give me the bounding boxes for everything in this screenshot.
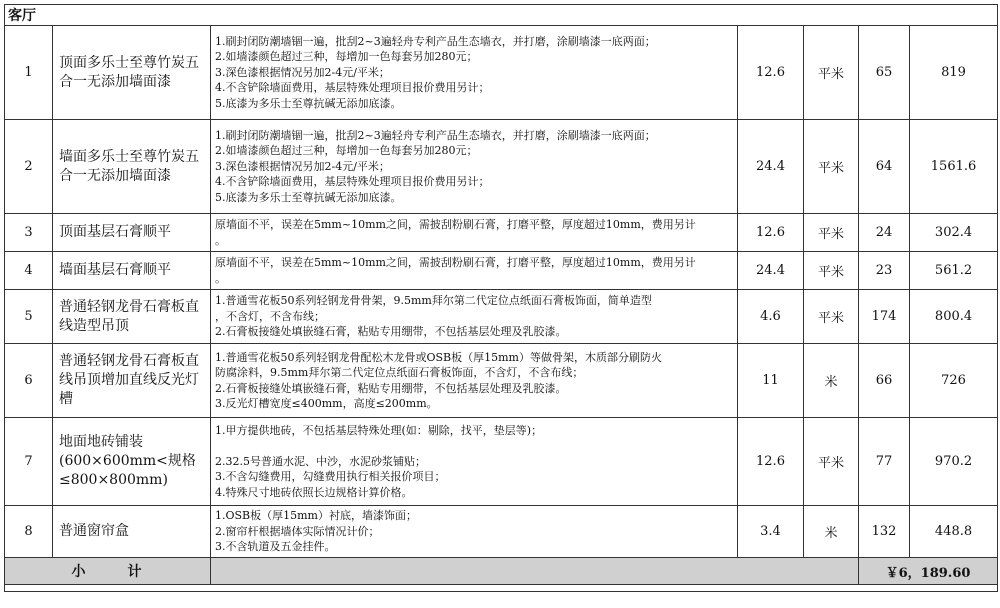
item-unit-price: 23: [859, 252, 910, 290]
description-line: 1.普通雪花板50系列轻钢龙骨骨架，9.5mm拜尔第二代定位点纸面石膏板饰面，简单造型: [215, 294, 652, 308]
item-unit: 米: [804, 506, 859, 558]
description-line: 1.OSB板（厚15mm）衬底，墙漆饰面；: [215, 509, 417, 523]
item-description: [211, 214, 738, 252]
item-total: 819: [910, 26, 998, 120]
description-line: 4.不含铲除墙面费用，基层特殊处理项目报价费用另计；: [215, 175, 490, 189]
next-row-partial: [5, 585, 998, 592]
description-line: 2.如墙漆颜色超过三种，每增加一色每套另加280元；: [215, 50, 478, 64]
subtotal-label: [5, 558, 211, 585]
section-title: 客厅: [5, 5, 998, 26]
item-description: [211, 120, 738, 214]
item-name: 普通轻钢龙骨石膏板直线造型吊顶: [53, 290, 211, 344]
item-number: 1: [5, 26, 53, 120]
item-unit-price: 174: [859, 290, 910, 344]
table-row: [5, 290, 998, 344]
description-line: 3.反光灯槽宽度≤400mm，高度≤200mm。: [215, 397, 438, 410]
item-number: 3: [5, 214, 53, 252]
item-unit-price: 65: [859, 26, 910, 120]
description-line: 2.窗帘杆根据墙体实际情况计价；: [215, 524, 380, 538]
description-line: 2.如墙漆颜色超过三种，每增加一色每套另加280元；: [215, 144, 478, 158]
item-quantity: 24.4: [738, 252, 804, 290]
quote-table: [4, 4, 998, 592]
description-line: 1.刷封闭防潮墙锢一遍，批刮2~3遍轻舟专利产品生态墙衣，并打磨，涂刷墙漆一底两面；: [215, 128, 656, 142]
item-total: 726: [910, 344, 998, 418]
description-line: 2.32.5号普通水泥、中沙，水泥砂浆铺贴；: [215, 454, 426, 468]
subtotal-label-a: 小: [71, 564, 88, 580]
item-quantity: 11: [738, 344, 804, 418]
item-name: 墙面基层石膏顺平: [53, 252, 211, 290]
description-line: 1.刷封闭防潮墙锢一遍，批刮2~3遍轻舟专利产品生态墙衣，并打磨，涂刷墙漆一底两面；: [215, 34, 656, 48]
section-header-row: [5, 5, 998, 26]
item-unit-price: 64: [859, 120, 910, 214]
item-unit: 平米: [804, 418, 859, 506]
table-row: [5, 214, 998, 252]
item-quantity: 3.4: [738, 506, 804, 558]
table-row: [5, 344, 998, 418]
item-description: [211, 506, 738, 558]
item-unit: 米: [804, 344, 859, 418]
item-total: 800.4: [910, 290, 998, 344]
item-total: 302.4: [910, 214, 998, 252]
item-total: 448.8: [910, 506, 998, 558]
description-line: 防腐涂料，9.5mm拜尔第二代定位点纸面石膏板饰面，不含灯，不含布线；: [215, 366, 584, 379]
item-name: 普通轻钢龙骨石膏板直线吊顶增加直线反光灯槽: [53, 344, 211, 418]
item-quantity: 4.6: [738, 290, 804, 344]
item-number: 2: [5, 120, 53, 214]
item-name: 普通窗帘盒: [53, 506, 211, 558]
item-number: 6: [5, 344, 53, 418]
item-number: 4: [5, 252, 53, 290]
item-number: 8: [5, 506, 53, 558]
description-line: 4.不含铲除墙面费用，基层特殊处理项目报价费用另计；: [215, 81, 490, 95]
item-unit-price: 24: [859, 214, 910, 252]
item-description: [211, 26, 738, 120]
table-row: [5, 418, 998, 506]
description-line: 5.底漆为多乐士至尊抗碱无添加底漆。: [215, 190, 402, 204]
item-unit: 平米: [804, 120, 859, 214]
item-name: 地面地砖铺装(600×600mm<规格≤800×800mm): [53, 418, 211, 506]
description-line: [215, 438, 733, 454]
table-row: [5, 120, 998, 214]
item-name: 顶面基层石膏顺平: [53, 214, 211, 252]
item-name: 顶面多乐士至尊竹炭五合一无添加墙面漆: [53, 26, 211, 120]
description-line: 3.深色漆根据情况另加2-4元/平米；: [215, 65, 390, 79]
table-row: [5, 26, 998, 120]
subtotal-row: [5, 558, 998, 585]
description-line: 1.普通雪花板50系列轻钢龙骨配松木龙骨或OSB板（厚15mm）等做骨架，木质部分刷防火: [215, 350, 662, 364]
description-line: 2.石膏板接缝处填嵌缝石膏，粘贴专用绷带，不包括基层处理及乳胶漆。: [215, 325, 567, 339]
table-row: [5, 506, 998, 558]
item-description: [211, 418, 738, 506]
description-line: 。: [215, 233, 226, 247]
item-unit-price: 77: [859, 418, 910, 506]
description-line: ，不含灯，不含布线；: [215, 309, 325, 323]
item-unit: 平米: [804, 214, 859, 252]
description-line: 原墙面不平，误差在5mm~10mm之间，需披刮粉刷石膏，打磨平整，厚度超过10mm，费用另计: [215, 256, 696, 269]
item-description: [211, 344, 738, 418]
subtotal-value: ￥6，189.60: [859, 558, 998, 585]
description-line: 3.不含轨道及五金挂件。: [215, 540, 336, 554]
item-description: [211, 252, 738, 290]
subtotal-label-b: 计: [127, 564, 144, 580]
item-number: 5: [5, 290, 53, 344]
item-name: 墙面多乐士至尊竹炭五合一无添加墙面漆: [53, 120, 211, 214]
item-quantity: 12.6: [738, 214, 804, 252]
item-description: [211, 290, 738, 344]
item-quantity: 12.6: [738, 418, 804, 506]
item-total: 970.2: [910, 418, 998, 506]
table-row: [5, 252, 998, 290]
subtotal-blank: [211, 558, 859, 585]
item-unit: 平米: [804, 290, 859, 344]
description-line: 5.底漆为多乐士至尊抗碱无添加底漆。: [215, 96, 402, 110]
item-unit-price: 132: [859, 506, 910, 558]
description-line: 。: [215, 271, 226, 285]
description-line: 3.深色漆根据情况另加2-4元/平米；: [215, 159, 390, 173]
description-line: 原墙面不平，误差在5mm~10mm之间，需披刮粉刷石膏，打磨平整，厚度超过10mm，费用另计: [215, 218, 696, 231]
item-unit-price: 66: [859, 344, 910, 418]
item-unit: 平米: [804, 252, 859, 290]
description-line: 2.石膏板接缝处填嵌缝石膏，粘贴专用绷带，不包括基层处理及乳胶漆。: [215, 381, 567, 395]
item-unit: 平米: [804, 26, 859, 120]
item-quantity: 12.6: [738, 26, 804, 120]
description-line: 3.不含勾缝费用，勾缝费用执行相关报价项目；: [215, 470, 446, 484]
description-line: 1.甲方提供地砖，不包括基层特殊处理(如：剔除，找平，垫层等)；: [215, 423, 543, 437]
next-row-cell: [5, 585, 998, 592]
item-total: 1561.6: [910, 120, 998, 214]
description-line: 4.特殊尺寸地砖依照长边规格计算价格。: [215, 485, 413, 499]
item-total: 561.2: [910, 252, 998, 290]
item-number: 7: [5, 418, 53, 506]
item-quantity: 24.4: [738, 120, 804, 214]
